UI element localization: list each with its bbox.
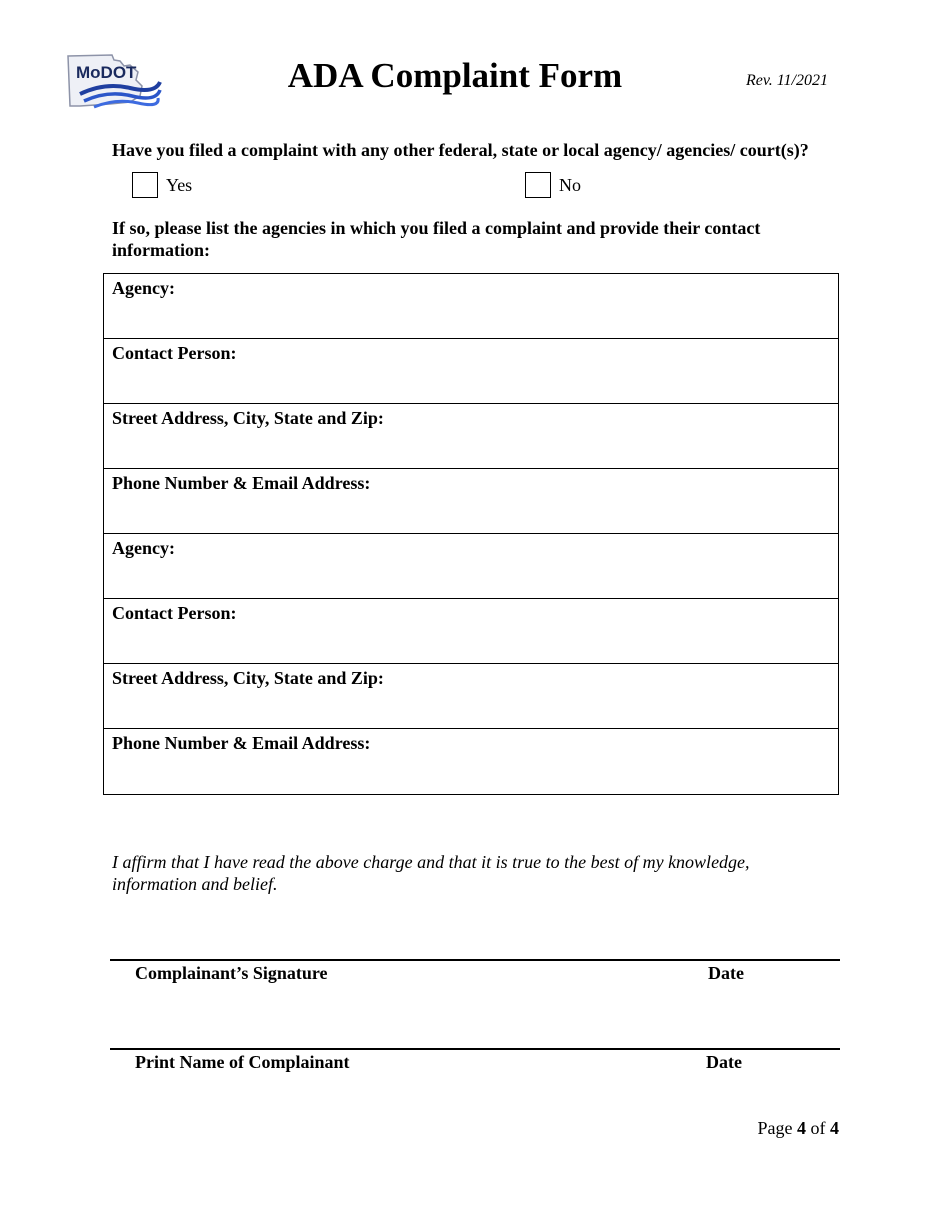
print-name-line[interactable] xyxy=(110,1048,840,1050)
yes-label: Yes xyxy=(166,175,193,195)
svg-text:MoDOT: MoDOT xyxy=(76,63,137,82)
address-field-2[interactable]: Street Address, City, State and Zip: xyxy=(104,664,838,729)
no-checkbox[interactable] xyxy=(525,172,551,198)
signature-line[interactable] xyxy=(110,959,840,961)
contact-person-field-2[interactable]: Contact Person: xyxy=(104,599,838,664)
agency-field-1[interactable]: Agency: xyxy=(104,274,838,339)
no-label: No xyxy=(559,175,581,195)
signature-date-label: Date xyxy=(708,963,744,983)
phone-email-field-2[interactable]: Phone Number & Email Address: xyxy=(112,733,371,753)
yes-checkbox[interactable] xyxy=(132,172,158,198)
page-number: Page 4 of 4 xyxy=(757,1118,839,1138)
agency-table xyxy=(103,273,839,795)
revision-date: Rev. 11/2021 xyxy=(745,72,828,89)
affirmation-statement: I affirm that I have read the above charge and that it is true to the best of my knowledge, information and belief. xyxy=(112,852,750,894)
signature-label: Complainant’s Signature xyxy=(135,963,328,983)
contact-person-field-1[interactable]: Contact Person: xyxy=(104,339,838,404)
address-field-1[interactable]: Street Address, City, State and Zip: xyxy=(104,404,838,469)
phone-email-field-1[interactable]: Phone Number & Email Address: xyxy=(104,469,838,534)
agency-instructions: If so, please list the agencies in which you filed a complaint and provide their contact information: xyxy=(112,218,761,260)
yes-option[interactable] xyxy=(132,170,192,200)
agency-field-2[interactable]: Agency: xyxy=(104,534,838,599)
page-title: ADA Complaint Form xyxy=(287,56,623,95)
print-name-label: Print Name of Complainant xyxy=(135,1052,350,1072)
print-name-date-label: Date xyxy=(706,1052,742,1072)
no-option[interactable] xyxy=(525,170,581,200)
other-agency-question: Have you filed a complaint with any other federal, state or local agency/ agencies/ court(s)? xyxy=(112,140,809,160)
